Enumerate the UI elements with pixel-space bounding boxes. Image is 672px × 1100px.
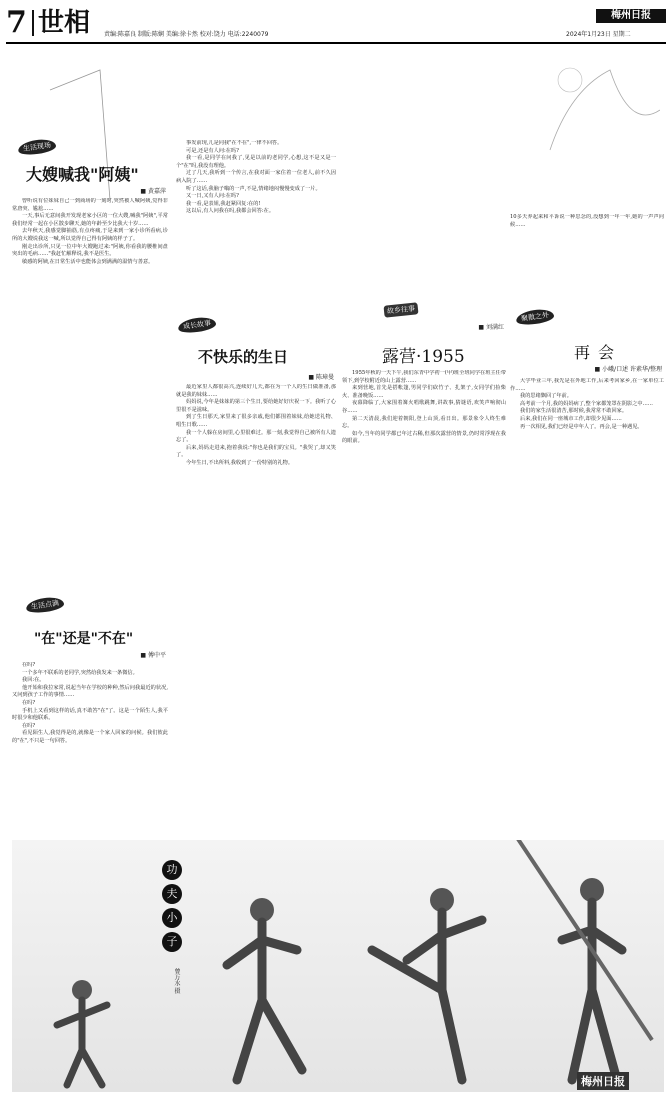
paragraph: 这以后,有人问我在吗,我都会回答:在。 xyxy=(186,208,275,215)
article-6-author: ■ 小峨/口述 许素华/整理 xyxy=(594,366,662,373)
paragraph: 过了几天,我听到一个传言,在我对面一家住着一位老人,前不久因病入院了…… xyxy=(176,170,336,184)
paragraph: 在吗? xyxy=(22,699,36,706)
paragraph: 在吗? xyxy=(22,662,36,668)
article-5-author: ■ 刘满红 xyxy=(478,324,504,331)
kungfu-photo xyxy=(12,840,664,1092)
article-4-kicker: 成长故事 xyxy=(177,315,217,334)
page-number: 7 xyxy=(6,5,27,40)
paragraph: 后来,我们在同一座城市工作,却很少见面…… xyxy=(520,415,622,422)
paragraph: 后来,妈妈走进来,抱着我说:"你也是我们的宝贝。"我哭了,却又笑了。 xyxy=(176,444,336,459)
article-4-author: ■ 陈璋曼 xyxy=(308,374,334,381)
paragraph: 他开始和我拉家常,说起当年在学校的种种,然后问我最近的状况,又问到孩子工作的事情…… xyxy=(12,684,168,699)
paragraph: 夜幕降临了,大家围着篝火唱歌跳舞,讲故事,猜谜语,欢笑声响彻山谷…… xyxy=(342,400,506,414)
paragraph: 事发前现,儿是同我"在不在",一律不回答。 xyxy=(186,140,283,146)
paragraph: 敏感的阿姨,在日常生活中也能体会到满满的温情与善意。 xyxy=(22,258,154,265)
article-1-title: 大嫂喊我"阿姨" xyxy=(26,165,139,184)
title-char: 小 xyxy=(162,908,182,928)
section-title: 世相 xyxy=(38,8,91,38)
paragraph: 我的思绪飘回了年前。 xyxy=(520,393,572,400)
paragraph: 来到营地,首先是搭帐篷,男同学们砍竹子、扎架子,女同学们捡柴火、准备晚饭…… xyxy=(342,385,506,399)
article-2-author: ■ 傅中平 xyxy=(140,652,166,659)
paragraph: 我一个人躲在房间里,心里很难过。那一刻,我觉得自己被所有人遗忘了。 xyxy=(176,429,336,444)
paragraph: 看见陌生人,我觉得是的,就像是一个家人回家的问候。我们彼此的"在",不只是一句回答。 xyxy=(12,730,168,744)
paragraph: 1955年秋的一天下午,我们东青中学初一(甲)班全班同学在班主任带领下,到学校附近的山上露营…… xyxy=(342,370,506,384)
issue-date: 2024年1月23日 星期二 xyxy=(566,31,631,38)
title-char: 功 xyxy=(162,860,182,880)
paragraph: 又一日,又有人问:在吗? xyxy=(186,193,239,200)
paragraph: 去年秋天,我感觉脚抽筋,有点疼痛,于是来到一家小诊所看病,诊所的大嫂说我这一喊,所以觉得自己得有阿姨的样子了。 xyxy=(12,228,168,242)
paragraph: 到了生日那天,家里来了很多亲戚,他们都围着妹妹,给她送礼物、唱生日歌…… xyxy=(176,414,336,428)
article-1-author: ■ 黄嘉萍 xyxy=(140,188,166,195)
paragraph: 我回:在。 xyxy=(22,677,45,684)
title-char: 夫 xyxy=(162,884,182,904)
article-2-kicker: 生活点滴 xyxy=(25,595,65,614)
article-1-body xyxy=(12,198,168,380)
paragraph: 可是,还是有人问:在吗? xyxy=(186,147,239,154)
paragraph: 今年生日,不出所料,我收到了一份特别的礼物。 xyxy=(186,459,294,466)
credits-line: 责编:陈嘉良 制版:陈娴 美编:徐卡然 校对:饶力 电话:2240079 xyxy=(104,31,269,38)
paragraph: 如今,当年的同学都已年过古稀,但那次露营的情景,仍时常浮现在我的眼前。 xyxy=(342,430,506,445)
article-2-title: "在"还是"不在" xyxy=(34,631,134,647)
article-6-intro: 10多天养起来和平诉说一种思念的,没想到一年一年,她的一声声问候…… xyxy=(510,214,664,228)
article-1 xyxy=(12,140,168,380)
paragraph: 我一看,是同学在问我了,见是以前的老同学,心想,这不是又是一个"在"吗,我没有理他。 xyxy=(176,155,336,169)
paragraph: 第二天清晨,我们迎着朝阳,登上山顶,看日出。那景象令人终生难忘。 xyxy=(342,415,506,430)
paragraph: 高考前一个月,我的妈妈病了,整个家都笼罩在阴影之中…… xyxy=(520,400,653,407)
article-5-kicker: 故乡往事 xyxy=(383,302,418,317)
paragraph: 我们的家生活很清苦,那时候,我常常不敢回家。 xyxy=(520,408,628,415)
paragraph: 我一看,是表姐,我赶紧回复:在的! xyxy=(186,200,261,207)
paragraph: 大学毕业三年,我先是在外地工作,后来考回家乡,在一家单位工作…… xyxy=(510,378,664,392)
article-5 xyxy=(342,300,506,840)
paper-name: 梅州日报 xyxy=(611,10,651,21)
article-6-body xyxy=(510,378,664,848)
photo-credit: 曾万水 摄 xyxy=(173,968,180,994)
paragraph: 一天,事后无意间我开发现老家小区的一位大嫂,喊我"阿姨",平常我们经常一起在小区散步聊天,她的年龄至少比我大十岁…… xyxy=(12,213,168,227)
paragraph: 妈妈说,今年是妹妹的第三个生日,要给她好好庆祝一下。我听了心里很不是滋味。 xyxy=(176,399,336,413)
article-1-kicker: 生活现场 xyxy=(17,137,57,156)
masthead-rule xyxy=(6,42,666,44)
paragraph: 曾听说有位妹妹自己一到商场的一刻时,突然被人喊阿姨,觉得非常唐突、尴尬…… xyxy=(12,198,168,212)
paragraph: 刚走出诊所,只见一位中年大嫂跑过来:"阿姨,你看我的腰椎间盘突出的毛病……"我赶忙解释说,我不是医生。 xyxy=(12,243,168,258)
paragraph: 听了这话,我脑子嗡的一声,不是,情绪地闷慢慢变成了一片。 xyxy=(186,185,321,192)
article-5-body xyxy=(342,370,506,838)
article-3 xyxy=(176,140,336,310)
article-4-body xyxy=(176,384,336,854)
article-5-title: 露营·1955 xyxy=(382,347,465,367)
kids-figures-illustration xyxy=(12,840,664,1092)
article-4-title: 不快乐的生日 xyxy=(198,348,289,366)
masthead xyxy=(6,6,666,42)
paragraph: 再一次相见,我们已经是中年人了。再会,是一种遇见。 xyxy=(520,423,643,430)
article-4 xyxy=(176,318,336,858)
masthead-divider xyxy=(32,10,34,36)
article-6 xyxy=(510,214,664,854)
photo-title xyxy=(162,860,184,956)
paper-watermark-logo xyxy=(577,1072,629,1090)
article-6-title: 再会 xyxy=(574,343,623,362)
watermark-name: 梅州日报 xyxy=(581,1075,625,1088)
paragraph: 一个多年不联系的老同学,突然给我发来一条微信。 xyxy=(22,669,138,676)
title-char: 子 xyxy=(162,932,182,952)
article-3-body xyxy=(176,140,336,310)
paragraph: 最近家里人都很高兴,连续好几天,都在为一个人的生日做准备,那就是我的妹妹…… xyxy=(176,384,336,398)
article-6-kicker: 聚散之外 xyxy=(515,307,555,326)
paragraph: 手机上又看到这样的话,真不敢答"在"了。这是一个陌生人,我平时很少和他联系。 xyxy=(12,707,168,722)
paper-logo xyxy=(596,9,666,23)
paragraph: 在吗? xyxy=(22,722,36,729)
